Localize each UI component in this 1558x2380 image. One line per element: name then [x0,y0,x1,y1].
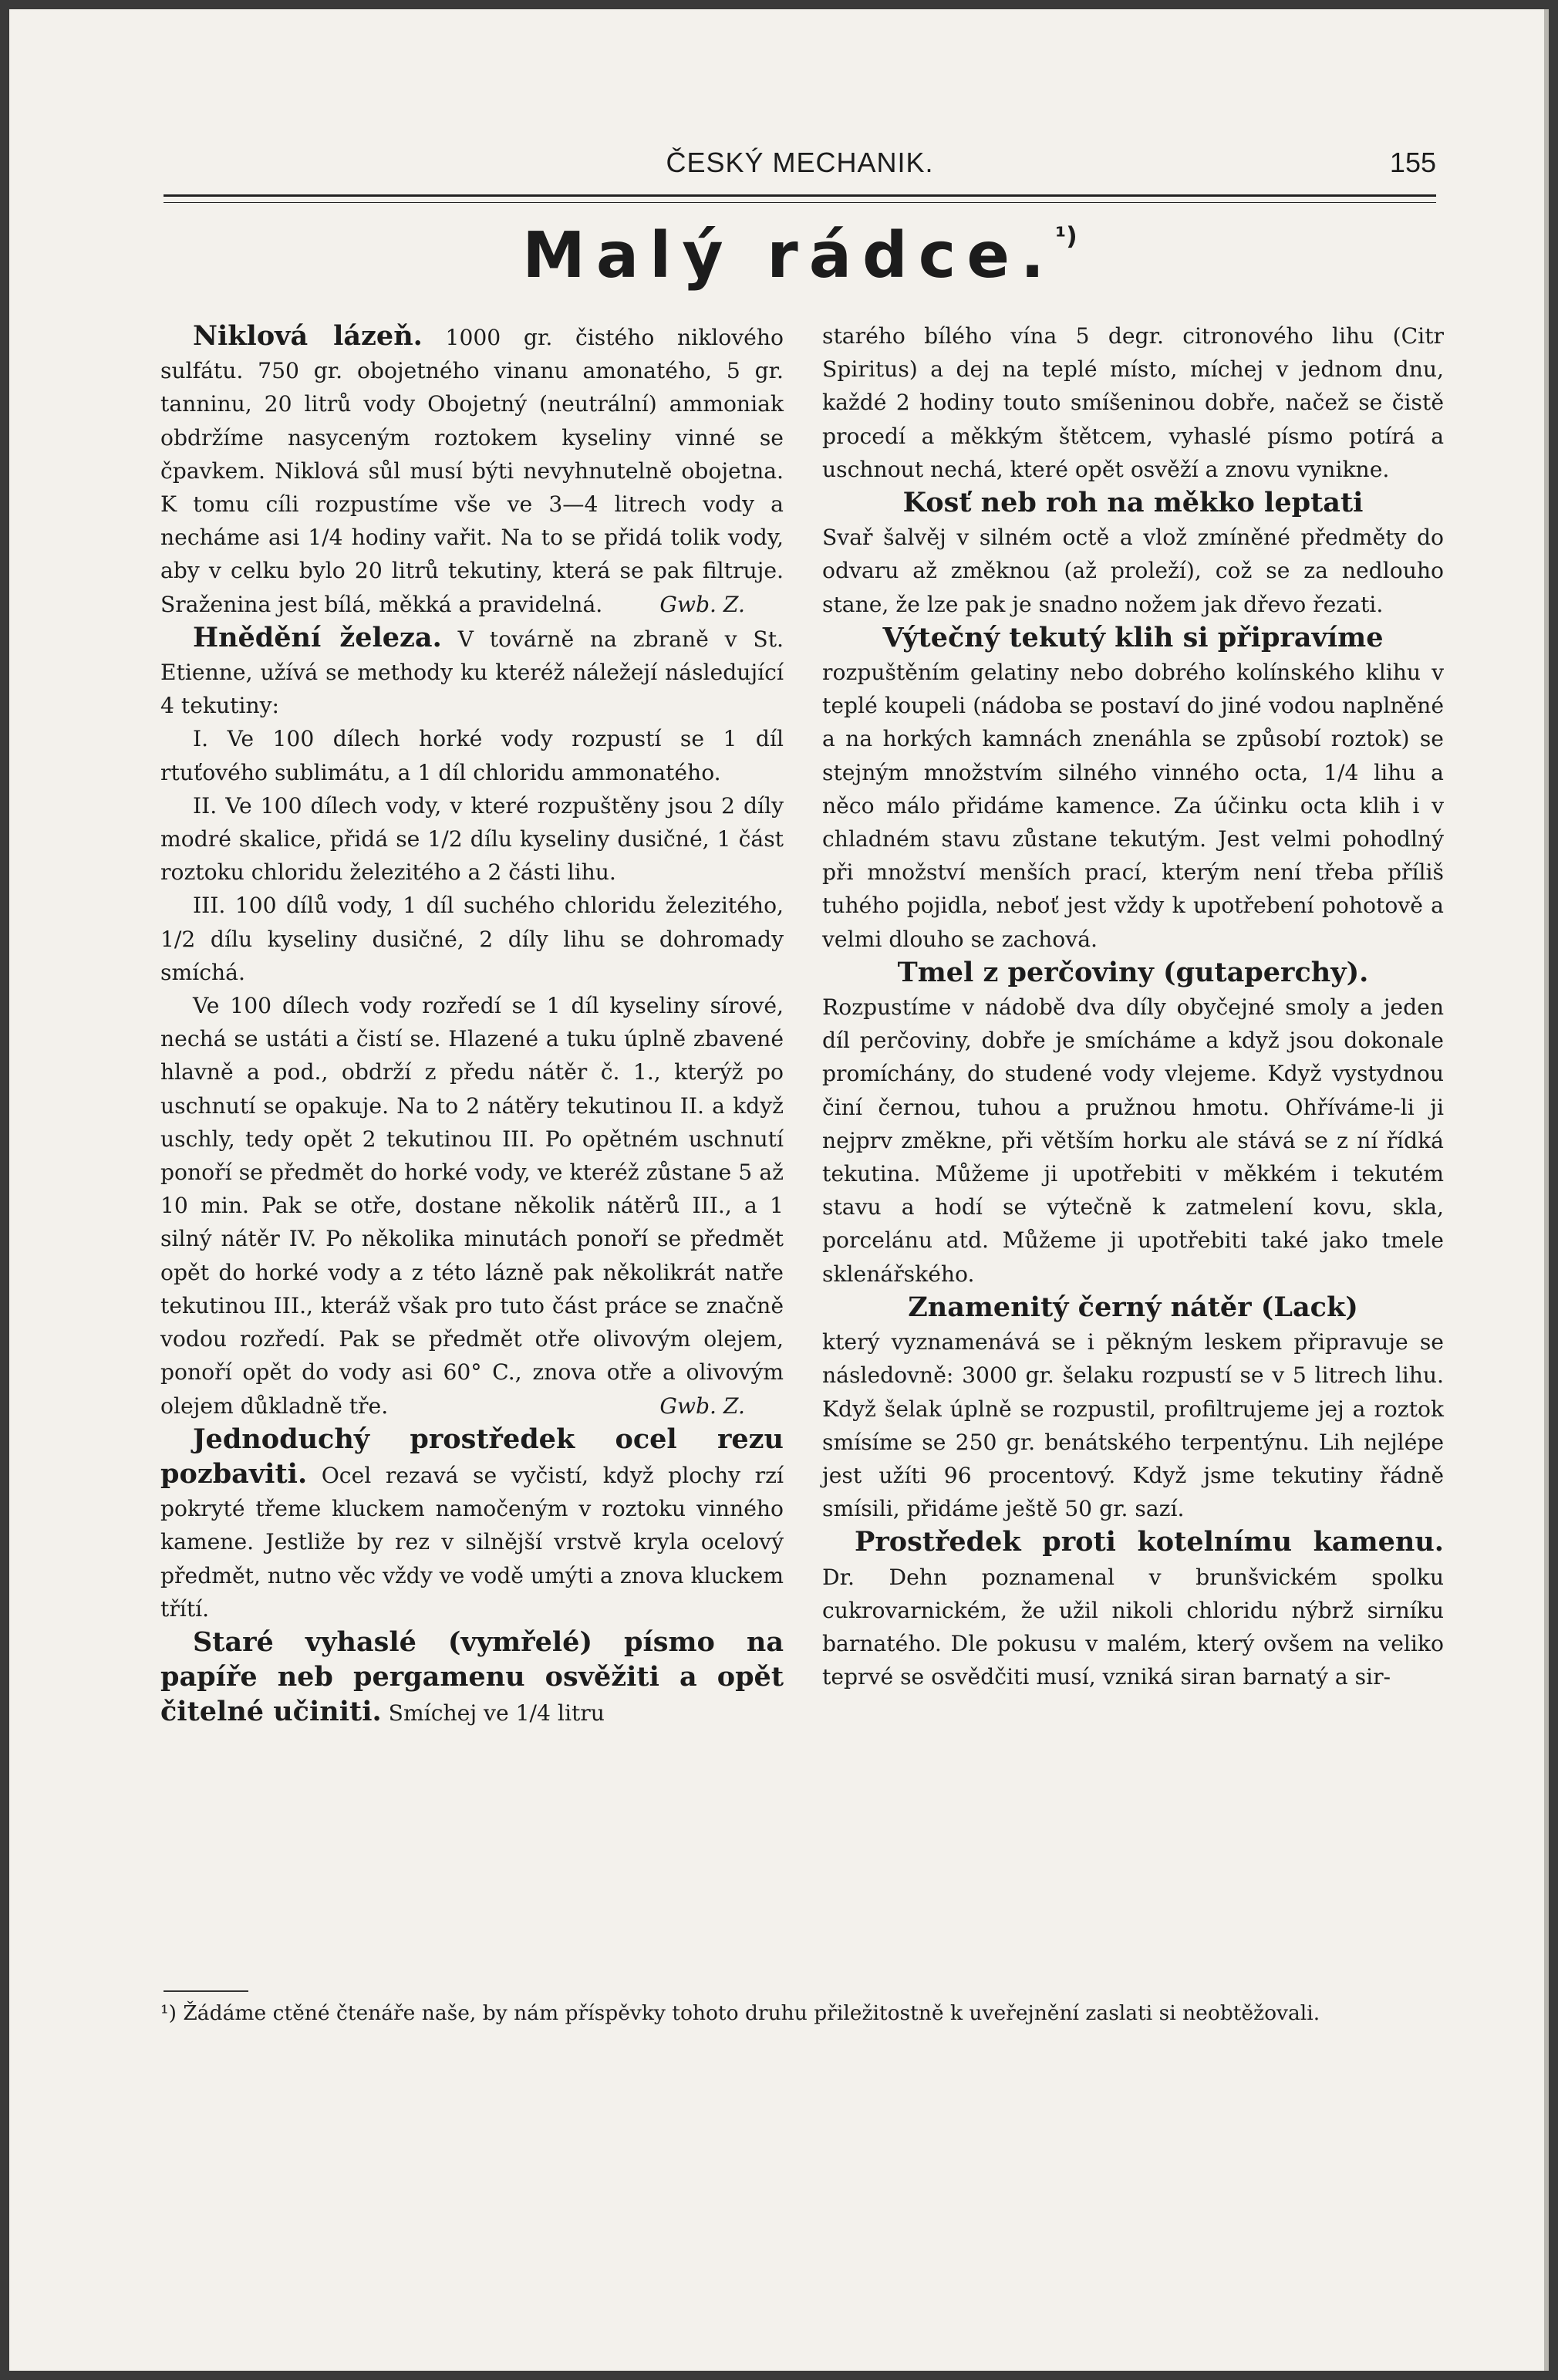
footnote-rule [164,1990,248,1992]
liquid-2-a: II. Ve 100 dílech vody, v které rozpuštěny jsou 2 díly modré skalice, přidá se [160,792,784,852]
nickel-fraction: 1/4 [308,525,343,551]
bone-title: Kosť neb roh na měkko leptati [902,487,1364,519]
right-column [822,319,1444,1693]
lacquer-text: který vyznamenává se i pěkným leskem připravuje se následovně: 3000 gr. šelaku rozpustí se v 5 litrech lihu. Když šelak úplně se rozpustil, profiltrujeme jej a roztok smísíme se 250 gr. benátského terpentýnu. Lih nejlépe jest užíti 96 procentový. Když jsme tekutiny řádně smísili, přidáme ještě 50 gr. sazí. [822,1329,1444,1522]
liquid-2 [160,789,784,890]
lacquer-title-line [822,1291,1444,1325]
nickel-signature: Gwb. Z. [659,591,745,617]
browning-text: V továrně na zbraně v St. Etienne, užívá se methody ku kteréž náležejí následující 4 tekutiny: [160,626,784,719]
article-nickel-bath [160,319,784,621]
rust-title: Jednoduchý prostředek ocel rezu pozbaviti. [160,1423,784,1490]
liquid-2-b: dílu kyseliny dusičné, 1 část roztoku chloridu železitého a 2 části lihu. [160,826,784,886]
title-text: Malý rádce. [522,219,1056,292]
putty-title-line [822,956,1444,991]
journal-name: ČESKÝ MECHANIK. [666,147,934,178]
header-rule-thin [164,202,1436,203]
article-boiler-scale [822,1525,1444,1693]
page-number: 155 [1389,147,1436,178]
liquid-3-b: dílu kyseliny dusičné, 2 díly lihu se dohromady smíchá. [160,926,784,985]
article-browning [160,621,784,723]
bone-text: Svař šalvěj v silném octě a vlož zmíněné předměty do odvaru až změknou (až proleží), což se za nedlouho stane, že lze pak je snadno nožem jak dřevo řezati. [822,525,1444,617]
footnote-text: Žádáme ctěné čtenáře naše, by nám příspěvky tohoto druhu přiležitostně k uveřejnění zaslati si neobtěžovali. [176,2001,1320,2025]
putty-text: Rozpustíme v nádobě dva díly obyčejné smoly a jeden díl perčoviny, dobře je smícháme a když jsou dokonale promíchány, do studené vody vlejeme. Když vystydnou činí černou, tuhou a pružnou hmotu. Ohříváme-li ji nejprv změkne, při větším horku ale stává se z ní řídká tekutina. Můžeme ji upotřebiti v měkkém i tekutém stavu a hodí se výtečně k zatmelení kovu, skla, porcelánu atd. Můžeme ji upotřebiti také jako tmele sklenářského. [822,994,1444,1287]
liquid-2-fraction: 1/2 [427,826,463,852]
title-footnote-mark: ¹) [1055,221,1077,251]
glue-text [822,656,1444,956]
glue-text-b: lihu a něco málo přidáme kamence. Za účinku octa klih i v chladném stavu zůstane tekutým. Jest velmi pohodlný při množství menších prací, kterým není třeba příliš tuhého pojidla, neboť jest vždy k upotřebení pohotově a velmi dlouho se zachová. [822,759,1444,952]
bone-title-line [822,486,1444,521]
liquid-4-text: Ve 100 dílech vody rozředí se 1 díl kyseliny sírové, nechá se ustáti a čistí se. Hlazené a tuku úplně zbavené hlavně a pod., obdrží z předu nátěr č. 1., kterýž po uschnutí se opakuje. Na to 2 nátěry tekutinou II. a když uschly, tedy opět 2 tekutinou III. Po opětném uschnutí ponoří se předmět do horké vody, ve kteréž zůstane 5 až 10 min. Pak se otře, dostane několik nátěrů III., a 1 silný nátěr IV. Po několika minutách ponoří se předmět opět do horké vody a z této lázně pak několikrát natře tekutinou III., kteráž však pro tuto část práce se značně vodou rozředí. Pak se předmět otře olivovým olejem, ponoří opět do vody asi 60° C., znova otře a olivovým olejem důkladně tře. [160,993,784,1419]
liquid-3-a: III. 100 dílů vody, 1 díl suchého chloridu železitého, [193,893,784,919]
glue-text-a: rozpuštěním gelatiny nebo dobrého kolínského klihu v teplé koupeli (nádoba se postaví do jiné vodou naplněné a na horkých kamnách znenáhla se způsobí roztok) se stejným množstvím silného vinného octa, [822,660,1444,785]
boiler-title: Prostředek proti kotelnímu kamenu. [855,1526,1444,1558]
glue-fraction: 1/4 [1324,759,1359,785]
page-title [164,219,1436,292]
nickel-text: 1000 gr. čistého niklového sulfátu. 750 gr. obojetného vinanu amonatého, 5 gr. tanninu, 20 litrů vody Obojetný (neutrální) ammoniak obdržíme nasyceným roztokem kyseliny vinné se čpavkem. Niklová sůl musí býti nevyhnutelně obojetna. K tomu cíli rozpustíme vše ve 3—4 litrech vody a necháme asi [160,325,784,551]
script-fraction: 1/4 [515,1700,551,1727]
boiler-text: Dr. Dehn poznamenal v brunšvickém spolku cukrovarnickém, že užil nikoli chloridu nýbrž sirníku barnatého. Dle pokusu v malém, který ovšem na veliko teprvé se osvědčiti musí, vzniká siran barnatý a sir- [822,1564,1444,1690]
liquid-4-signature: Gwb. Z. [659,1393,745,1419]
footnote-mark: ¹) [160,2001,177,2025]
browning-title: Hnědění železa. [193,621,442,653]
glue-title-line [822,621,1444,656]
script-title: Staré vyhaslé (vymřelé) písmo na papíře neb pergamenu osvěžiti a opět čitelné učiniti. [160,1625,784,1728]
glue-title: Výtečný tekutý klih si připravíme [882,621,1384,653]
liquid-3-fraction: 1/2 [160,926,196,952]
script-continuation: starého bílého vína 5 degr. citronového lihu (Citr Spiritus) a dej na teplé místo, míchej v jednom dnu, každé 2 hodiny touto smíšeninou dobře, načež se čistě procedí a měkkým štětcem, vyhaslé písmo potírá a uschnout nechá, které opět osvěží a znovu vynikne. [822,323,1444,482]
article-rust [160,1423,784,1625]
nickel-text-2: hodiny vařit. Na to se přidá tolik vody, aby v celku bylo 20 litrů tekutiny, která se pak filtruje. Sraženina jest bílá, měkká a pravidelná. [160,525,784,617]
lacquer-title: Znamenitý černý nátěr (Lack) [908,1291,1358,1323]
liquid-1: I. Ve 100 dílech horké vody rozpustí se 1 díl rtuťového sublimátu, a 1 díl chloridu ammonatého. [160,726,784,785]
left-column [160,319,784,1730]
script-text: Smíchej ve [381,1700,516,1727]
liquid-3 [160,889,784,989]
script-text-2: litru [550,1700,605,1727]
page [9,9,1549,2371]
rust-text: Ocel rezavá se vyčistí, když plochy rzí pokryté třeme kluckem namočeným v roztoku vinného kamene. Jestliže by rez v silnější vrstvě kryla ocelový předmět, nutno věc vždy ve vodě umýti a znova kluckem třítí. [160,1462,784,1622]
running-head [164,147,1436,193]
header-rule [164,194,1436,197]
nickel-title: Niklová lázeň. [193,320,423,352]
liquid-4 [160,989,784,1423]
footnote [160,1998,1441,2029]
article-faded-script [160,1625,784,1730]
putty-title: Tmel z perčoviny (gutaperchy). [897,956,1369,988]
